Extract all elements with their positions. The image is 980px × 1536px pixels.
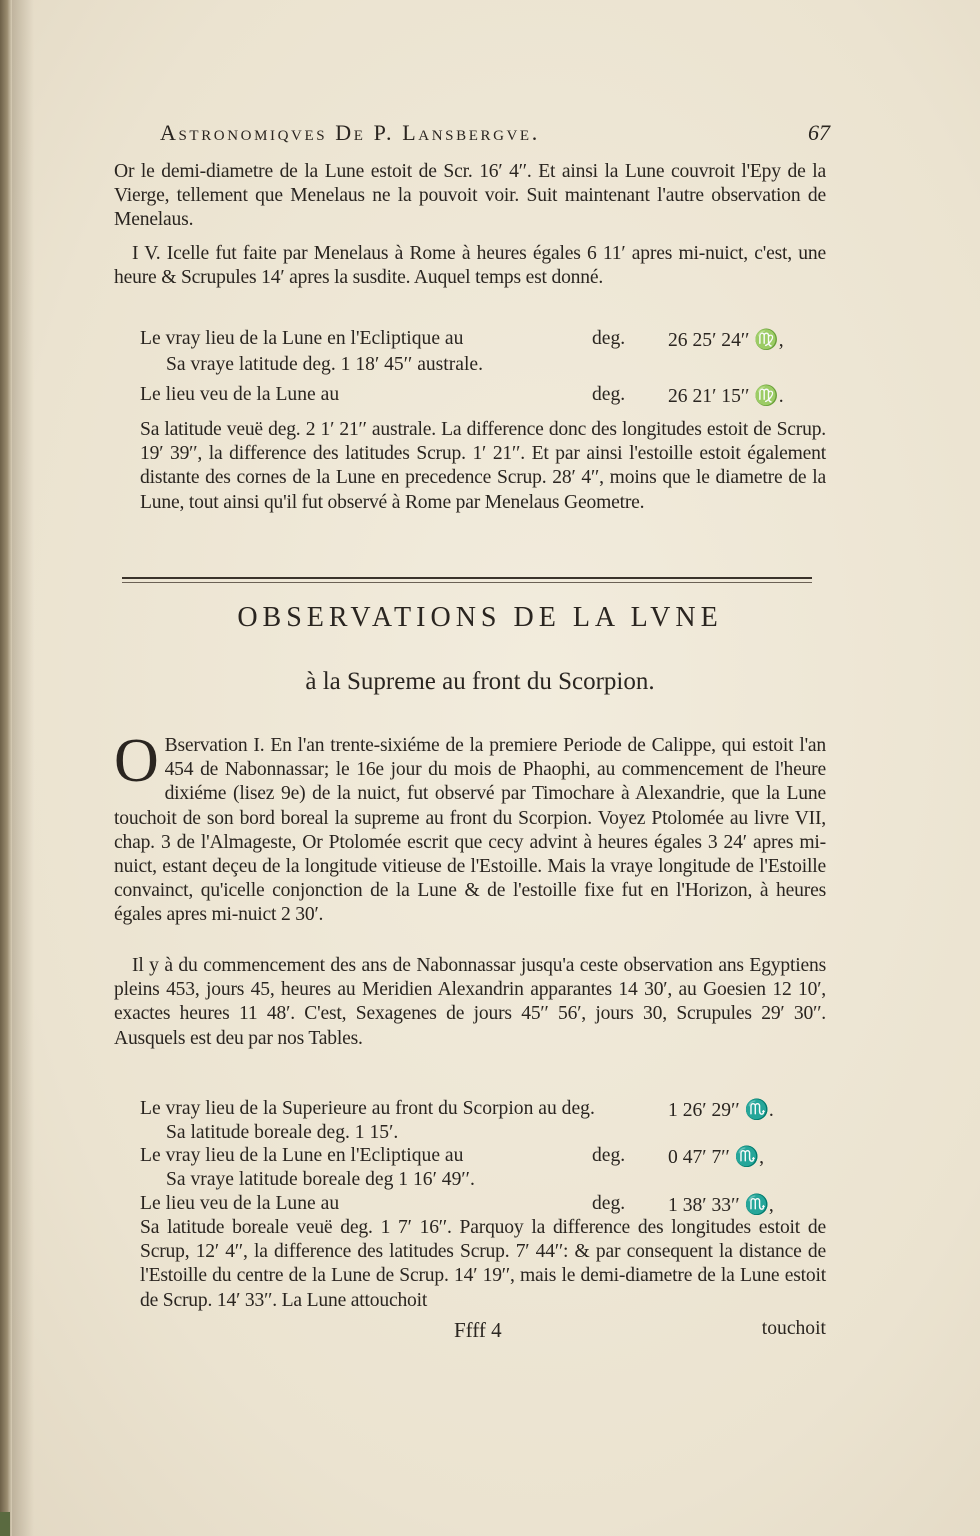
binding-tab (0, 1512, 10, 1536)
paragraph-1-text: Or le demi-diametre de la Lune estoit de Scr. 16′ 4′′. Et ainsi la Lune couvroit l'Epy de la Vierge, tellement que Menelaus ne la pouvoit voir. Suit maintenant l'autre observation de Menelaus. (114, 161, 826, 231)
paragraph-2 (114, 242, 826, 290)
row-label: Le vray lieu de la Superieure au front du Scorpion au deg. (140, 1098, 595, 1119)
section-subheading: à la Supreme au front du Scorpion. (305, 668, 655, 695)
row-label: Le vray lieu de la Lune en l'Ecliptique au (140, 328, 464, 349)
row-label: Le vray lieu de la Lune en l'Ecliptique au (140, 1145, 464, 1166)
paragraph-5 (114, 954, 826, 1051)
row-deg: deg. (592, 328, 626, 349)
paragraph-4-text: Bservation I. En l'an trente-sixiéme de la premiere Periode de Calippe, qui estoit l'an 454 de Nabonnassar; le 16e jour du mois de Phaophi, au commencement de l'heure dixiéme (lisez 9e) de la nuict, fut observé par Timochare à Alexandrie, que la Lune touchoit de son bord boreal la supreme au front du Scorpion. Voyez Ptolomée au livre VII, chap. 3 de l'Almageste, Or Ptolomée escrit que cecy advint à heures égales 3 24′ apres mi-nuict, estant deçeu de la longitude vitieuse de l'Estoille. Mais la vraye longitude de l'Estoille convainct, qu'icelle conjonction de la Lune & de l'estoille fixe fut en l'Horizon, à heures égales apres mi-nuict 2 30′. (114, 735, 826, 926)
page-number: 67 (808, 120, 830, 145)
section-divider (122, 577, 812, 579)
row-deg: deg. (592, 1193, 626, 1214)
page-footer (114, 1318, 826, 1344)
paragraph-6-text: Sa latitude boreale veuë deg. 1 7′ 16′′. Parquoy la difference des longitudes estoit de Scrup, 12′ 4′′, la difference des latitudes Scrup. 7′ 44′′: & par consequent la distance de l'Estoille du centre de la Lune de Scrup. 14′ 19′′, mais le demi-diametre de la Lune estoit de Scrup. 14′ 33′′. La Lune attouchoit (140, 1217, 826, 1311)
row-deg: deg. (592, 1145, 626, 1166)
row-value: 0 47′ 7′′ ♏, (668, 1147, 765, 1168)
row-label: Sa vraye latitude boreale deg 1 16′ 49′′. (166, 1169, 475, 1190)
row-value: 1 26′ 29′′ ♏. (668, 1100, 774, 1121)
row-value: 26 21′ 15′′ ♍. (668, 386, 784, 407)
book-spine (0, 0, 12, 1536)
row-label: Le lieu veu de la Lune au (140, 384, 340, 405)
row-label: Sa latitude boreale deg. 1 15′. (166, 1122, 399, 1143)
row-value: 26 25′ 24′′ ♍, (668, 330, 784, 351)
paragraph-6 (140, 1216, 826, 1313)
paragraph-1 (114, 160, 826, 233)
row-label: Le lieu veu de la Lune au (140, 1193, 340, 1214)
row-deg: deg. (592, 384, 626, 405)
signature-mark: Ffff 4 (454, 1318, 502, 1342)
running-head (160, 120, 830, 150)
paragraph-5-text: Il y à du commencement des ans de Nabonnassar jusqu'a ceste observation ans Egyptiens pleins 453, jours 45, heures au Meridien Alexandrin apparantes 14 30′, au Goesien 12 10′, exactes heures 11 48′. C'est, Sexagenes de jours 45′′ 56′, jours 30, Scrupules 29′ 30′′. Ausquels est deu par nos Tables. (114, 955, 826, 1049)
section-heading: OBSERVATIONS DE LA LVNE (237, 602, 723, 633)
paragraph-3-text: Sa latitude veuë deg. 2 1′ 21′′ australe. La difference donc des longitudes estoit de Scrup. 19′ 39′′, la difference des latitudes Scrup. 1′ 21′′. Et par ainsi l'estoille estoit également distante des cornes de la Lune en precedence Scrup. 28′ 4′′, moins que le diametre de la Lune, tout ainsi qu'il fut observé à Rome par Menelaus Geometre. (140, 419, 826, 513)
paragraph-4 (114, 727, 826, 928)
catchword: touchoit (761, 1318, 826, 1339)
paragraph-3 (140, 418, 826, 515)
row-label: Sa vraye latitude deg. 1 18′ 45′′ australe. (166, 354, 484, 375)
drop-cap: O (114, 727, 159, 795)
paragraph-2-text: I V. Icelle fut faite par Menelaus à Rome à heures égales 6 11′ apres mi-nuict, c'est, une heure & Scrupules 14′ apres la susdite. Auquel temps est donné. (114, 243, 826, 289)
running-head-title: Astronomiqves De P. Lansbergve. (160, 120, 540, 145)
row-value: 1 38′ 33′′ ♏, (668, 1195, 774, 1216)
gutter-shadow (12, 0, 34, 1536)
